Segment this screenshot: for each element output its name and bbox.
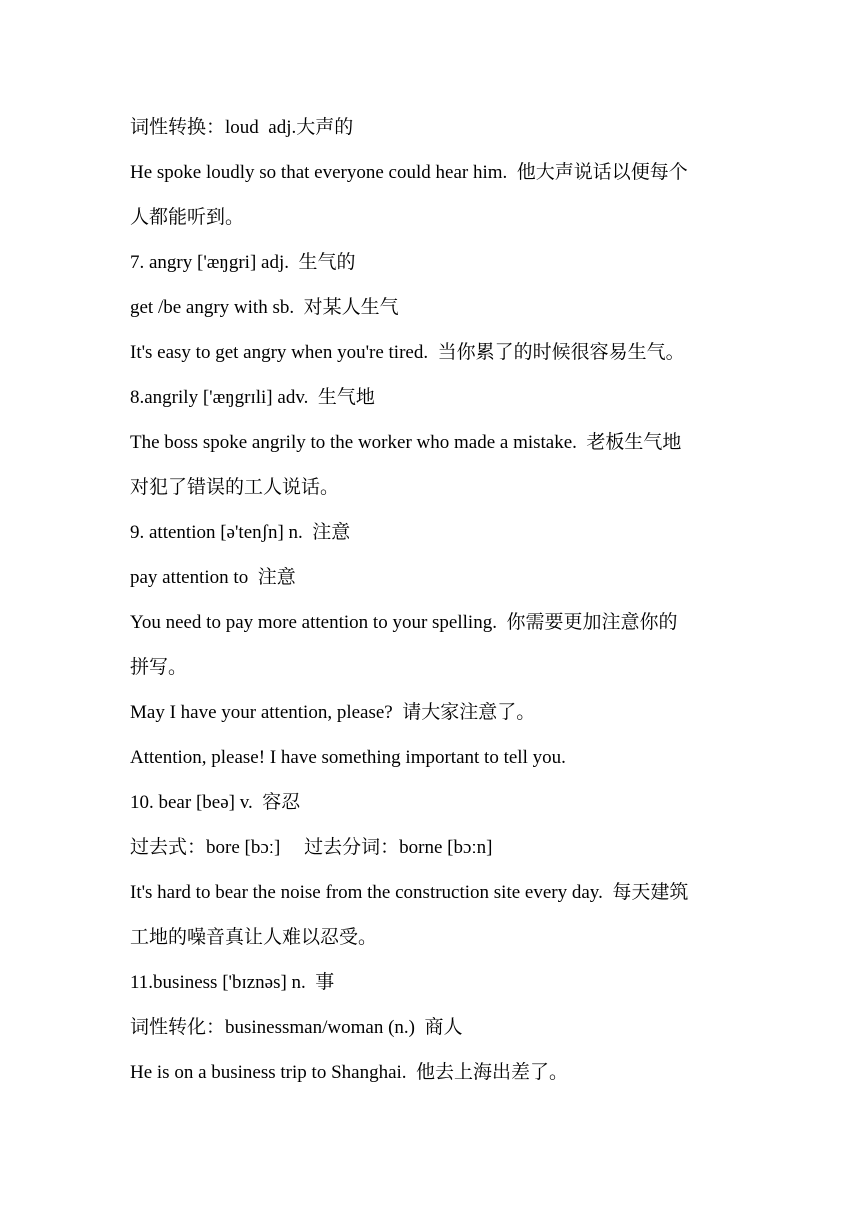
text-line: 7. angry ['æŋgri] adj. 生气的 [130, 252, 356, 273]
text-line: Attention, please! I have something important to tell you. [130, 747, 566, 768]
text-line: 工地的噪音真让人难以忍受。 [130, 927, 378, 948]
text-line: It's hard to bear the noise from the construction site every day. 每天建筑 [130, 882, 689, 903]
text-line: 词性转化：businessman/woman (n.) 商人 [130, 1017, 463, 1038]
text-line: You need to pay more attention to your spelling. 你需要更加注意你的 [130, 612, 678, 633]
text-line: 11.business ['bɪznəs] n. 事 [130, 972, 335, 993]
text-line: pay attention to 注意 [130, 567, 296, 588]
text-line: get /be angry with sb. 对某人生气 [130, 297, 399, 318]
text-line: He spoke loudly so that everyone could hear him. 他大声说话以便每个 [130, 162, 688, 183]
text-line: May I have your attention, please? 请大家注意了。 [130, 702, 536, 723]
text-line: He is on a business trip to Shanghai. 他去上海出差了。 [130, 1062, 569, 1083]
text-line: The boss spoke angrily to the worker who made a mistake. 老板生气地 [130, 432, 682, 453]
text-line: 词性转换：loud adj.大声的 [130, 117, 354, 138]
text-line: 10. bear [beə] v. 容忍 [130, 792, 301, 813]
text-line: 人都能听到。 [130, 207, 245, 228]
text-line: 9. attention [ə'tenʃn] n. 注意 [130, 522, 351, 543]
text-line: 过去式：bore [bɔː] 过去分词：borne [bɔːn] [130, 837, 493, 858]
text-line: 对犯了错误的工人说话。 [130, 477, 340, 498]
text-line: 拼写。 [130, 657, 188, 678]
text-line: 8.angrily ['æŋgrɪli] adv. 生气地 [130, 387, 375, 408]
text-line: It's easy to get angry when you're tired. 当你累了的时候很容易生气。 [130, 342, 685, 363]
